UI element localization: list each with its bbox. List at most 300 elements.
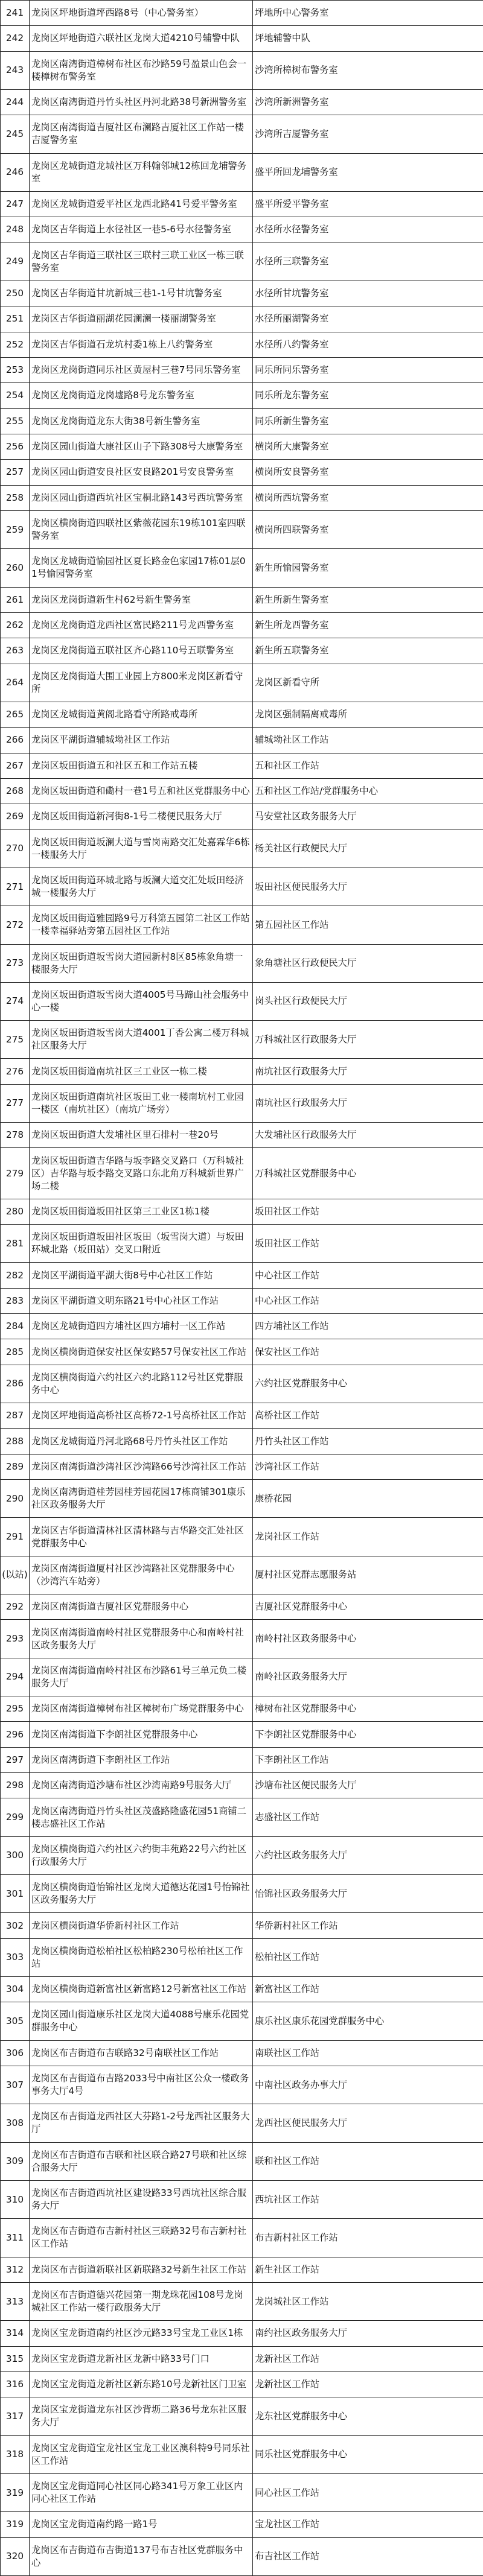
row-address: 龙岗区南湾街道丹竹头社区丹河北路38号新洲警务室 <box>30 89 253 115</box>
table-row <box>1 2040 483 2066</box>
table-row <box>1 2435 483 2473</box>
row-number: 315 <box>1 2346 30 2371</box>
row-address: 龙岗区园山街道大康社区山子下路308号大康警务室 <box>30 434 253 459</box>
row-site-name: 沙湾所新洲警务室 <box>253 89 483 115</box>
table-row <box>1 1454 483 1479</box>
table-row <box>1 485 483 510</box>
table-row <box>1 357 483 382</box>
row-site-name: 高桥社区工作站 <box>253 1403 483 1429</box>
table-row <box>1 26 483 51</box>
row-site-name: 万科城社区党群服务中心 <box>253 1148 483 1199</box>
table-row <box>1 1480 483 1518</box>
row-address: 龙岗区园山街道安良社区安良路201号安良警务室 <box>30 460 253 485</box>
row-number: 249 <box>1 243 30 281</box>
row-number: 297 <box>1 1747 30 1772</box>
row-address: 龙岗区龙城街道爱平社区龙西北路41号爱平警务室 <box>30 191 253 217</box>
row-site-name: 丹竹头社区工作站 <box>253 1429 483 1454</box>
row-site-name: 龙新社区工作站 <box>253 2371 483 2397</box>
table-row <box>1 1288 483 1313</box>
table-row <box>1 217 483 243</box>
row-number: 270 <box>1 830 30 868</box>
table-row <box>1 2257 483 2282</box>
row-site-name: 龙岗区强制隔离戒毒所 <box>253 702 483 727</box>
table-row <box>1 1199 483 1224</box>
row-number: 275 <box>1 1021 30 1059</box>
table-row <box>1 1021 483 1059</box>
table-row <box>1 89 483 115</box>
row-number: 290 <box>1 1480 30 1518</box>
row-number: 260 <box>1 549 30 587</box>
table-row <box>1 2346 483 2371</box>
row-number: 289 <box>1 1454 30 1479</box>
table-row <box>1 1225 483 1263</box>
row-address: 龙岗区横岗街道华侨新村社区工作站 <box>30 1913 253 1938</box>
row-number: 318 <box>1 2435 30 2473</box>
row-number: 262 <box>1 612 30 638</box>
table-row <box>1 2371 483 2397</box>
row-site-name: 志盛社区工作站 <box>253 1798 483 1836</box>
row-address: 龙岗区南湾街道沙塘布社区沙湾南路9号服务大厅 <box>30 1773 253 1798</box>
row-address: 龙岗区布吉街道西坑社区建设路33号西坑社区综合服务大厅 <box>30 2180 253 2218</box>
row-address: 龙岗区吉华街道三联社区三联村三联工业区一栋三联警务室 <box>30 243 253 281</box>
row-address: 龙岗区南湾街道桂芳园桂芳园花园17栋商铺301康乐社区政务服务大厅 <box>30 1480 253 1518</box>
table-row <box>1 1084 483 1122</box>
row-site-name: 坂田社区工作站 <box>253 1199 483 1224</box>
row-number: 277 <box>1 1084 30 1122</box>
row-site-name: 盛平所回龙埔警务室 <box>253 153 483 191</box>
row-address: 龙岗区南湾街道南岭村社区布沙路61号三单元负二楼服务大厅 <box>30 1658 253 1696</box>
table-row <box>1 2002 483 2040</box>
row-site-name: 新生所龙西警务室 <box>253 612 483 638</box>
row-site-name: 横岗所大康警务室 <box>253 434 483 459</box>
row-site-name: 盛平所爱平警务室 <box>253 191 483 217</box>
table-row <box>1 2066 483 2104</box>
row-site-name: 新富社区工作站 <box>253 1977 483 2002</box>
row-address: 龙岗区横岗街道六约社区六约街丰苑路22号六约社区行政服务大厅 <box>30 1836 253 1874</box>
row-number: 254 <box>1 383 30 408</box>
row-number: 316 <box>1 2371 30 2397</box>
row-site-name: 同乐所同乐警务室 <box>253 357 483 382</box>
row-number: 271 <box>1 868 30 906</box>
row-site-name: 横岗所安良警务室 <box>253 460 483 485</box>
row-address: 龙岗区坪地街道高桥社区高桥72-1号高桥社区工作站 <box>30 1403 253 1429</box>
row-address: 龙岗区龙城街道四方埔社区四方埔村一区工作站 <box>30 1314 253 1339</box>
row-site-name: 龙岗社区工作站 <box>253 1518 483 1556</box>
row-address: 龙岗区平湖街道辅城坳社区工作站 <box>30 728 253 753</box>
table-row <box>1 1836 483 1874</box>
row-address: 龙岗区坂田街道坂雪岗大道4001丁香公寓二楼万科城社区服务大厅 <box>30 1021 253 1059</box>
table-row <box>1 1747 483 1772</box>
table-row <box>1 1339 483 1365</box>
row-site-name: 四方埔社区工作站 <box>253 1314 483 1339</box>
table-row <box>1 702 483 727</box>
row-address: 龙岗区坂田街道吉华路与坂李路交叉路口（万科城社区）吉华路与坂李路交叉路口东北角万科城新世界广场二楼 <box>30 1148 253 1199</box>
row-address: 龙岗区宝龙街道龙东社区沙背坜二路36号龙东社区服务大厅 <box>30 2397 253 2435</box>
row-number: 314 <box>1 2321 30 2346</box>
row-site-name: 水径所甘坑警务室 <box>253 281 483 306</box>
row-number: 304 <box>1 1977 30 2002</box>
row-address: 龙岗区横岗街道四联社区紫薇花园东19栋101室四联警务室 <box>30 510 253 548</box>
row-site-name: 坪地所中心警务室 <box>253 1 483 26</box>
row-site-name: 龙新社区工作站 <box>253 2346 483 2371</box>
row-site-name: 象角塘社区行政便民大厅 <box>253 944 483 982</box>
row-site-name: 新生社区工作站 <box>253 2257 483 2282</box>
row-number: 250 <box>1 281 30 306</box>
row-number: 308 <box>1 2104 30 2142</box>
row-address: 龙岗区南湾街道下李朗社区工作站 <box>30 1747 253 1772</box>
row-address: 龙岗区南湾街道厦村社区沙湾路社区党群服务中心（沙湾汽车站旁） <box>30 1556 253 1594</box>
table-row <box>1 1875 483 1913</box>
table-row <box>1 2321 483 2346</box>
row-address: 龙岗区坂田街道南坑社区坂田工业一楼南坑村工业园一楼区（南坑社区）（南坑广场旁） <box>30 1084 253 1122</box>
row-number: 303 <box>1 1938 30 1976</box>
row-site-name: 新生所愉园警务室 <box>253 549 483 587</box>
table-row <box>1 281 483 306</box>
row-address: 龙岗区龙岗街道龙西社区富民路211号龙西警务室 <box>30 612 253 638</box>
table-row <box>1 1658 483 1696</box>
row-number: 243 <box>1 51 30 89</box>
row-number: 280 <box>1 1199 30 1224</box>
table-row <box>1 1365 483 1403</box>
row-address: 龙岗区南湾街道丹竹头社区茂盛路隆盛花园51商铺二楼志盛社区工作站 <box>30 1798 253 1836</box>
table-row <box>1 830 483 868</box>
row-address: 龙岗区吉华街道丽湖花园澜澜一楼丽湖警务室 <box>30 306 253 332</box>
table-row <box>1 664 483 702</box>
row-number: 317 <box>1 2397 30 2435</box>
row-address: 龙岗区横岗街道怡锦社区龙岗大道德达花园1号怡锦社区政务服务大厅 <box>30 1875 253 1913</box>
table-row <box>1 804 483 830</box>
table-row <box>1 2397 483 2435</box>
table-row <box>1 1518 483 1556</box>
row-address: 龙岗区布吉街道布吉街道137号布吉社区党群服务中心 <box>30 2537 253 2575</box>
row-number: 302 <box>1 1913 30 1938</box>
row-number: 278 <box>1 1123 30 1148</box>
row-address: 龙岗区南湾街道沙湾社区沙湾路66号沙湾社区工作站 <box>30 1454 253 1479</box>
row-number: 310 <box>1 2180 30 2218</box>
table-row <box>1 1594 483 1620</box>
table-row <box>1 728 483 753</box>
table-row <box>1 2180 483 2218</box>
row-site-name: 同心社区工作站 <box>253 2473 483 2511</box>
row-site-name: 水径所八约警务室 <box>253 332 483 357</box>
row-site-name: 沙湾所樟树布警务室 <box>253 51 483 89</box>
row-site-name: 水径所水径警务室 <box>253 217 483 243</box>
row-address: 龙岗区南湾街道樟树布社区布沙路59号盈景山色会一楼樟树布警务室 <box>30 51 253 89</box>
row-site-name: 中心社区工作站 <box>253 1263 483 1288</box>
row-number: 245 <box>1 115 30 153</box>
row-site-name: 新生所五联警务室 <box>253 638 483 664</box>
row-number: 293 <box>1 1620 30 1658</box>
row-site-name: 五和社区工作站/党群服务中心 <box>253 778 483 804</box>
table-row <box>1 1148 483 1199</box>
table-row <box>1 2219 483 2257</box>
row-number: 295 <box>1 1696 30 1722</box>
table-row <box>1 510 483 548</box>
row-number: 258 <box>1 485 30 510</box>
row-address: 龙岗区平湖街道平湖大街8号中心社区工作站 <box>30 1263 253 1288</box>
table-row <box>1 906 483 944</box>
row-address: 龙岗区龙城街道丹河北路68号丹竹头社区工作站 <box>30 1429 253 1454</box>
row-address: 龙岗区南湾街道下李朗社区党群服务中心 <box>30 1722 253 1747</box>
row-site-name: 保安社区工作站 <box>253 1339 483 1365</box>
row-site-name: 沙湾所吉厦警务室 <box>253 115 483 153</box>
row-site-name: 同乐所龙东警务室 <box>253 383 483 408</box>
row-site-name: 康乐社区康乐花园党群服务中心 <box>253 2002 483 2040</box>
table-row <box>1 1556 483 1594</box>
table-row <box>1 408 483 434</box>
row-number: 256 <box>1 434 30 459</box>
row-address: 龙岗区吉华街道石龙坑村委1栋上八约警务室 <box>30 332 253 357</box>
row-address: 龙岗区宝龙街道南约社区沙元路33号宝龙工业区1栋 <box>30 2321 253 2346</box>
row-number: 285 <box>1 1339 30 1365</box>
table-body <box>1 1 483 2576</box>
row-number: 286 <box>1 1365 30 1403</box>
row-site-name: 怡锦社区政务服务大厅 <box>253 1875 483 1913</box>
table-row <box>1 2473 483 2511</box>
row-number: 274 <box>1 982 30 1020</box>
row-site-name: 厦村社区党群志愿服务站 <box>253 1556 483 1594</box>
row-number: 320 <box>1 2537 30 2575</box>
row-address: 龙岗区龙岗街道龙东大街38号新生警务室 <box>30 408 253 434</box>
row-site-name: 龙岗区新看守所 <box>253 664 483 702</box>
row-number: 272 <box>1 906 30 944</box>
row-address: 龙岗区南湾街道吉厦社区党群服务中心 <box>30 1594 253 1620</box>
row-site-name: 中南社区政务办事大厅 <box>253 2066 483 2104</box>
row-number: 263 <box>1 638 30 664</box>
row-number: 307 <box>1 2066 30 2104</box>
row-site-name: 坂田社区工作站 <box>253 1225 483 1263</box>
table-row <box>1 587 483 612</box>
row-address: 龙岗区横岗街道新富社区新富路12号新富社区工作站 <box>30 1977 253 2002</box>
row-number: 265 <box>1 702 30 727</box>
row-number: 259 <box>1 510 30 548</box>
row-address: 龙岗区坪地街道六联社区龙岗大道4210号辅警中队 <box>30 26 253 51</box>
table-row <box>1 638 483 664</box>
row-address: 龙岗区南湾街道南岭村社区党群服务中心和南岭村社区政务服务大厅 <box>30 1620 253 1658</box>
row-site-name: 万科城社区行政服务大厅 <box>253 1021 483 1059</box>
table-row <box>1 2104 483 2142</box>
row-number: 248 <box>1 217 30 243</box>
row-site-name: 下李朗社区工作站 <box>253 1747 483 1772</box>
row-number: 247 <box>1 191 30 217</box>
row-number: 306 <box>1 2040 30 2066</box>
table-row <box>1 2512 483 2537</box>
row-address: 龙岗区龙城街道黄阁北路看守所路戒毒所 <box>30 702 253 727</box>
row-site-name: 同乐社区党群服务中心 <box>253 2435 483 2473</box>
row-address: 龙岗区坂田街道新河街8-1号二楼便民服务大厅 <box>30 804 253 830</box>
table-row <box>1 332 483 357</box>
table-row <box>1 1263 483 1288</box>
row-address: 龙岗区宝龙街道宝龙社区宝龙工业区澳科特9号同乐社区工作站 <box>30 2435 253 2473</box>
table-row <box>1 1977 483 2002</box>
row-address: 龙岗区宝龙街道南约路一路1号 <box>30 2512 253 2537</box>
row-number: 301 <box>1 1875 30 1913</box>
row-number: 305 <box>1 2002 30 2040</box>
row-address: 龙岗区坂田街道坂田社区第三工业区1栋1楼 <box>30 1199 253 1224</box>
row-address: 龙岗区坂田街道南坑社区三工业区一栋二楼 <box>30 1059 253 1084</box>
table-row <box>1 982 483 1020</box>
table-row <box>1 1773 483 1798</box>
row-number: 281 <box>1 1225 30 1263</box>
row-site-name: 辅城坳社区工作站 <box>253 728 483 753</box>
table-row <box>1 243 483 281</box>
table-row <box>1 51 483 89</box>
row-number: 267 <box>1 753 30 778</box>
table-row <box>1 1059 483 1084</box>
row-site-name: 中心社区工作站 <box>253 1288 483 1313</box>
row-number: 319 <box>1 2512 30 2537</box>
row-number: 242 <box>1 26 30 51</box>
row-site-name: 横岗所四联警务室 <box>253 510 483 548</box>
table-row <box>1 2142 483 2180</box>
row-number: 292 <box>1 1594 30 1620</box>
row-number: 312 <box>1 2257 30 2282</box>
table-row <box>1 753 483 778</box>
row-site-name: 马安堂社区政务服务大厅 <box>253 804 483 830</box>
row-site-name: 下李朗社区党群服务中心 <box>253 1722 483 1747</box>
row-number: 246 <box>1 153 30 191</box>
row-address: 龙岗区宝龙街道龙新社区龙新中路33号门口 <box>30 2346 253 2371</box>
row-address: 龙岗区坂田街道大发埔社区里石排村一巷20号 <box>30 1123 253 1148</box>
row-address: 龙岗区布吉街道布吉新村社区三联路32号布吉新村社区工作站 <box>30 2219 253 2257</box>
row-address: 龙岗区横岗街道六约社区六约北路112号社区党群服务中心 <box>30 1365 253 1403</box>
row-address: 龙岗区布吉街道龙西社区大芬路1-2号龙西社区服务大厅 <box>30 2104 253 2142</box>
row-number: 268 <box>1 778 30 804</box>
row-number: (以站) <box>1 1556 30 1594</box>
row-number: 255 <box>1 408 30 434</box>
table-row <box>1 2537 483 2575</box>
row-address: 龙岗区吉华街道甘坑新城三巷1-1号甘坑警务室 <box>30 281 253 306</box>
row-address: 龙岗区布吉街道德兴花园第一期龙珠花园108号龙岗城社区工作站一楼行政服务大厅 <box>30 2282 253 2320</box>
row-site-name: 五和社区工作站 <box>253 753 483 778</box>
table-row <box>1 1798 483 1836</box>
row-site-name: 坂田社区便民服务大厅 <box>253 868 483 906</box>
row-number: 283 <box>1 1288 30 1313</box>
table-row <box>1 306 483 332</box>
row-address: 龙岗区龙岗街道五联社区齐心路110号五联警务室 <box>30 638 253 664</box>
table-row <box>1 868 483 906</box>
table-row <box>1 612 483 638</box>
row-address: 龙岗区坪地街道坪西路8号（中心警务室） <box>30 1 253 26</box>
row-number: 279 <box>1 1148 30 1199</box>
row-number: 269 <box>1 804 30 830</box>
row-address: 龙岗区布吉街道新联社区新联路32号新生社区工作站 <box>30 2257 253 2282</box>
row-number: 273 <box>1 944 30 982</box>
row-site-name: 岗头社区行政便民大厅 <box>253 982 483 1020</box>
row-number: 319 <box>1 2473 30 2511</box>
row-site-name: 康桥花园 <box>253 1480 483 1518</box>
row-site-name: 龙西社区便民服务大厅 <box>253 2104 483 2142</box>
row-site-name: 西坑社区工作站 <box>253 2180 483 2218</box>
table-row <box>1 1403 483 1429</box>
row-number: 300 <box>1 1836 30 1874</box>
row-site-name: 新生所新生警务室 <box>253 587 483 612</box>
row-address: 龙岗区布吉街道布吉联路32号南联社区工作站 <box>30 2040 253 2066</box>
row-address: 龙岗区坂田街道环城北路与坂澜大道交汇处坂田经济城一楼服务大厅 <box>30 868 253 906</box>
table-row <box>1 1314 483 1339</box>
row-site-name: 水径所三联警务室 <box>253 243 483 281</box>
row-address: 龙岗区龙岗街道新生村62号新生警务室 <box>30 587 253 612</box>
row-address: 龙岗区吉华街道上水径社区一巷5-6号水径警务室 <box>30 217 253 243</box>
row-site-name: 沙湾社区工作站 <box>253 1454 483 1479</box>
row-address: 龙岗区龙城街道愉园社区夏长路金色家园17栋01层01号愉园警务室 <box>30 549 253 587</box>
row-site-name: 南坑社区行政服务大厅 <box>253 1059 483 1084</box>
row-number: 253 <box>1 357 30 382</box>
row-number: 252 <box>1 332 30 357</box>
row-site-name: 布吉新村社区工作站 <box>253 2219 483 2257</box>
row-number: 296 <box>1 1722 30 1747</box>
row-address: 龙岗区坂田街道坂澜大道与雪岗南路交汇处嘉霖华6栋一楼服务大厅 <box>30 830 253 868</box>
row-site-name: 宝龙社区工作站 <box>253 2512 483 2537</box>
table-row <box>1 549 483 587</box>
row-site-name: 横岗所西坑警务室 <box>253 485 483 510</box>
row-address: 龙岗区南湾街道樟树布社区樟树布广场党群服务中心 <box>30 1696 253 1722</box>
row-address: 龙岗区坂田街道和磡村一巷1号五和社区党群服务中心 <box>30 778 253 804</box>
table-row <box>1 1913 483 1938</box>
row-number: 282 <box>1 1263 30 1288</box>
row-site-name: 水径所丽湖警务室 <box>253 306 483 332</box>
row-address: 龙岗区园山街道西坑社区宝桐北路143号西坑警务室 <box>30 485 253 510</box>
row-number: 294 <box>1 1658 30 1696</box>
row-address: 龙岗区龙岗街道同乐社区黄屋村三巷7号同乐警务室 <box>30 357 253 382</box>
table-row <box>1 434 483 459</box>
row-number: 261 <box>1 587 30 612</box>
row-number: 291 <box>1 1518 30 1556</box>
row-site-name: 龙东社区党群服务中心 <box>253 2397 483 2435</box>
row-number: 298 <box>1 1773 30 1798</box>
table-row <box>1 2282 483 2320</box>
row-address: 龙岗区坂田街道五和社区五和工作站五楼 <box>30 753 253 778</box>
table-row <box>1 1429 483 1454</box>
row-number: 244 <box>1 89 30 115</box>
table-row <box>1 1 483 26</box>
row-number: 257 <box>1 460 30 485</box>
row-site-name: 大发埔社区行政服务大厅 <box>253 1123 483 1148</box>
row-number: 284 <box>1 1314 30 1339</box>
row-address: 龙岗区布吉街道布吉路2033号中南社区公众一楼政务事务大厅4号 <box>30 2066 253 2104</box>
table-row <box>1 153 483 191</box>
row-number: 309 <box>1 2142 30 2180</box>
table-row <box>1 1620 483 1658</box>
row-site-name: 沙塘布社区便民服务大厅 <box>253 1773 483 1798</box>
row-number: 241 <box>1 1 30 26</box>
table-row <box>1 115 483 153</box>
table-row <box>1 460 483 485</box>
row-number: 311 <box>1 2219 30 2257</box>
row-address: 龙岗区布吉街道布吉联和社区联合路27号联和社区综合服务大厅 <box>30 2142 253 2180</box>
table-row <box>1 383 483 408</box>
table-row <box>1 1123 483 1148</box>
row-number: 264 <box>1 664 30 702</box>
row-site-name: 坪地辅警中队 <box>253 26 483 51</box>
table-row <box>1 191 483 217</box>
row-site-name: 南坑社区行政服务大厅 <box>253 1084 483 1122</box>
row-number: 287 <box>1 1403 30 1429</box>
row-number: 276 <box>1 1059 30 1084</box>
table-row <box>1 1938 483 1976</box>
row-site-name: 六约社区政务服务大厅 <box>253 1836 483 1874</box>
row-site-name: 龙岗城社区工作站 <box>253 2282 483 2320</box>
table-row <box>1 944 483 982</box>
row-site-name: 华侨新村社区工作站 <box>253 1913 483 1938</box>
row-address: 龙岗区龙岗街道大围工业园上方800米龙岗区新看守所 <box>30 664 253 702</box>
row-site-name: 第五园社区工作站 <box>253 906 483 944</box>
row-number: 266 <box>1 728 30 753</box>
row-number: 299 <box>1 1798 30 1836</box>
row-address: 龙岗区坂田街道雅园路9号万科第五园第二社区工作站一楼幸福驿站旁第五园社区工作站 <box>30 906 253 944</box>
row-site-name: 南岭村社区政务服务中心 <box>253 1620 483 1658</box>
row-address: 龙岗区吉华街道清林社区清林路与吉华路交汇处社区党群服务中心 <box>30 1518 253 1556</box>
